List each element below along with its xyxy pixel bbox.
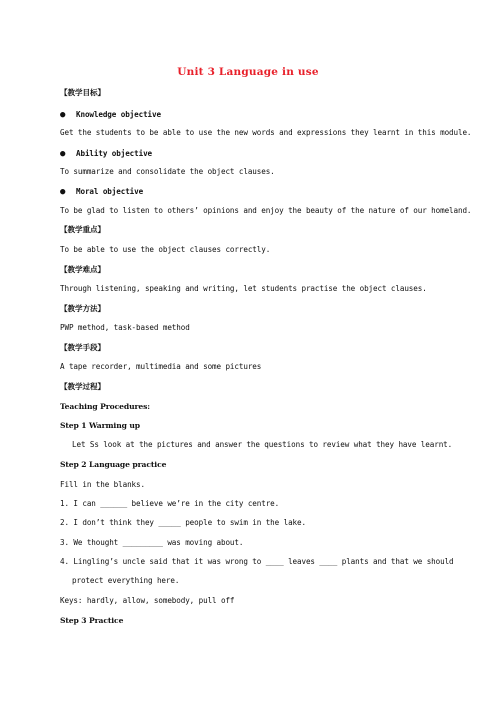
question-4-line1: 4. Lingling’s uncle said that it was wrong to ____ leaves ____ plants and that we should: [60, 557, 454, 566]
knowledge-objective-title: [60, 110, 161, 120]
procedures-label: Teaching Procedures:: [60, 402, 151, 411]
bullet-icon: ●: [60, 149, 66, 159]
teaching-aids-heading: 【教学手段】: [60, 343, 105, 352]
moral-objective-label: Moral objective: [76, 187, 144, 196]
question-4-line2: protect everything here.: [72, 576, 180, 585]
moral-objective-text: To be glad to listen to others’ opinions and enjoy the beauty of the nature of our homeland.: [60, 206, 472, 215]
step1-text: Let Ss look at the pictures and answer the questions to review what they have learnt.: [72, 440, 453, 449]
bullet-icon: ●: [60, 110, 66, 120]
step1-title: Step 1 Warming up: [60, 421, 141, 430]
ability-objective-title: [60, 149, 152, 159]
step2-title: Step 2 Language practice: [60, 460, 167, 469]
method-heading: 【教学方法】: [60, 304, 105, 313]
ability-objective-label: Ability objective: [76, 149, 153, 158]
bullet-icon: ●: [60, 187, 66, 197]
knowledge-objective-label: Knowledge objective: [76, 110, 161, 119]
answer-keys: Keys: hardly, allow, somebody, pull off: [60, 596, 235, 605]
moral-objective-title: [60, 187, 143, 197]
step3-title: Step 3 Practice: [60, 616, 124, 625]
key-points-text: To be able to use the object clauses correctly.: [60, 245, 271, 254]
knowledge-objective-text: Get the students to be able to use the new words and expressions they learnt in this module.: [60, 128, 472, 137]
objectives-heading: 【教学目标】: [60, 88, 105, 97]
step2-intro: Fill in the blanks.: [60, 480, 145, 489]
teaching-aids-text: A tape recorder, multimedia and some pictures: [60, 362, 262, 371]
method-text: PWP method, task-based method: [60, 323, 190, 332]
difficult-points-heading: 【教学难点】: [60, 265, 105, 274]
question-2: 2. I don’t think they _____ people to swim in the lake.: [60, 518, 306, 527]
page-title: Unit 3 Language in use: [177, 66, 319, 78]
question-1: 1. I can ______ believe we’re in the city centre.: [60, 499, 280, 508]
process-heading: 【教学过程】: [60, 382, 105, 391]
question-3: 3. We thought _________ was moving about.: [60, 538, 244, 547]
ability-objective-text: To summarize and consolidate the object clauses.: [60, 167, 275, 176]
difficult-points-text: Through listening, speaking and writing, let students practise the object clauses.: [60, 284, 427, 293]
key-points-heading: 【教学重点】: [60, 225, 105, 234]
